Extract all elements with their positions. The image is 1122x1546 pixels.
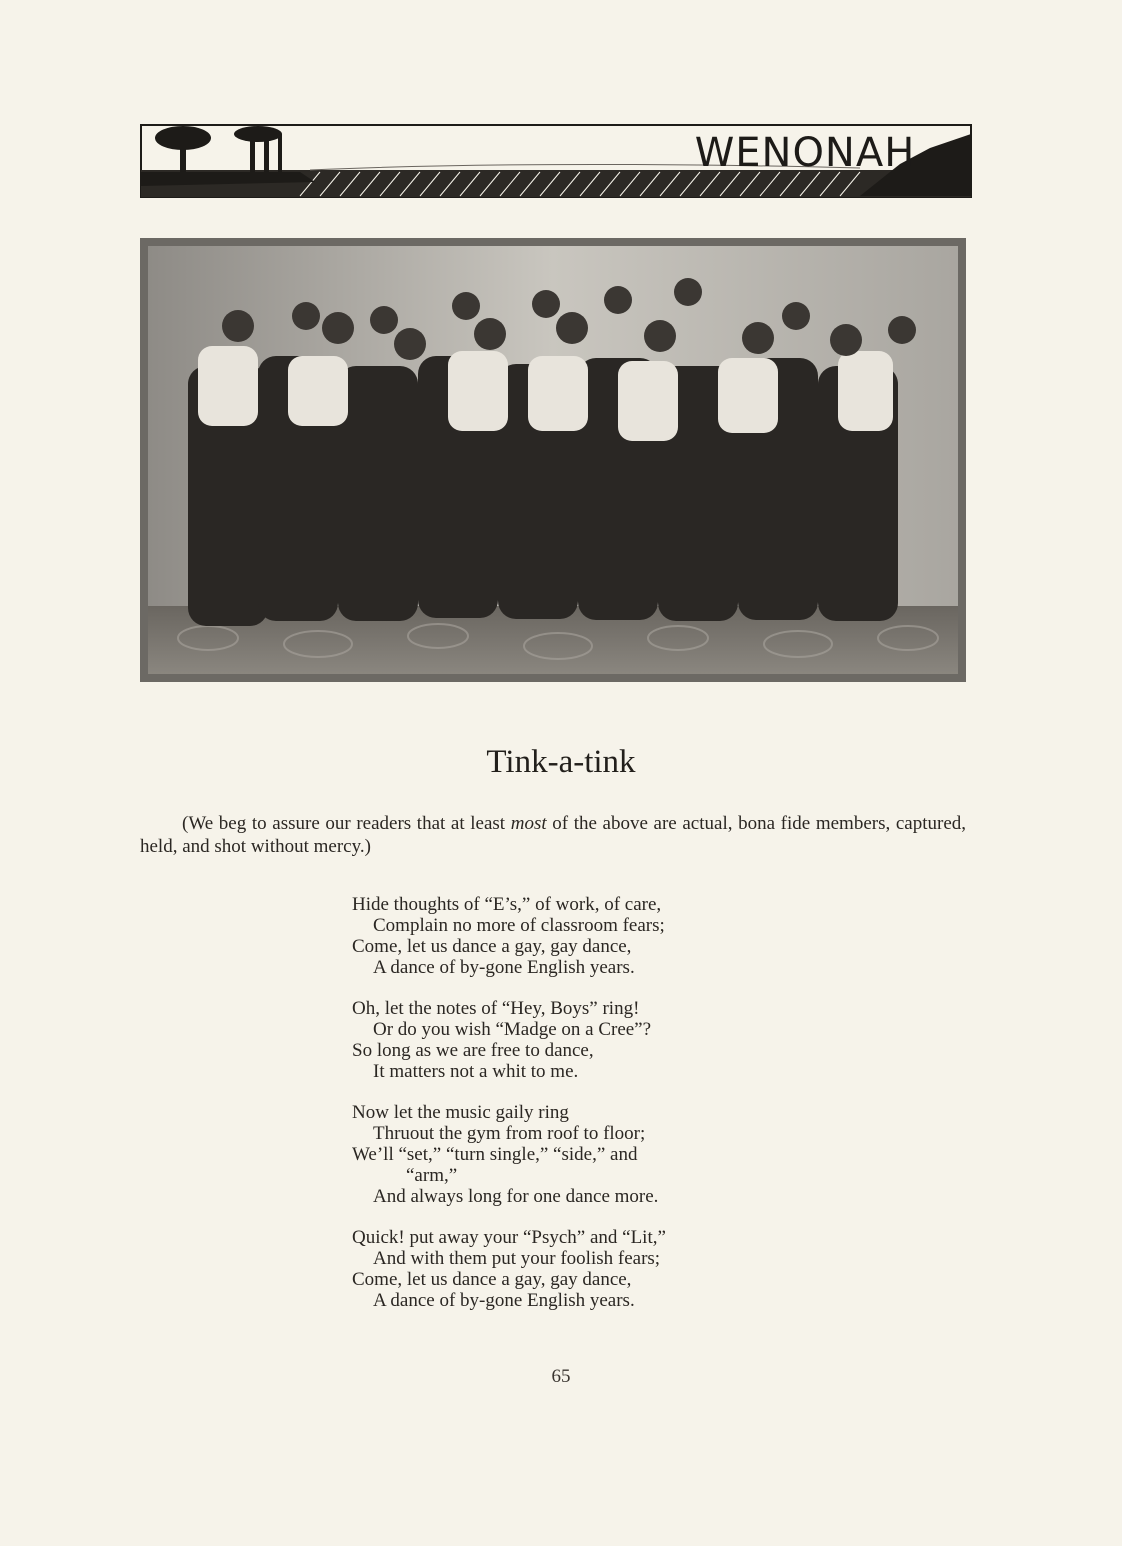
header-banner xyxy=(140,124,972,198)
poem-line: Come, let us dance a gay, gay dance, xyxy=(352,936,632,957)
poem-stanza-1 xyxy=(352,894,772,978)
banner-title: WENONAH xyxy=(694,130,916,176)
poem xyxy=(352,894,772,1331)
poem-stanza-4 xyxy=(352,1227,772,1311)
intro-text-before: (We beg to assure our readers that at least xyxy=(182,813,511,834)
poem-line: It matters not a whit to me. xyxy=(373,1061,579,1082)
intro-text-after: of the above are actual, bona fide members, captured, held, and shot without mercy.) xyxy=(140,813,967,857)
article-title: Tink-a-tink xyxy=(486,744,636,780)
intro-emphasis: most xyxy=(510,813,547,834)
poem-line: We’ll “set,” “turn single,” “side,” and xyxy=(352,1144,638,1165)
poem-line: And always long for one dance more. xyxy=(373,1186,659,1207)
poem-line: Hide thoughts of “E’s,” of work, of care, xyxy=(352,894,662,915)
intro-paragraph xyxy=(140,812,966,858)
poem-line: Oh, let the notes of “Hey, Boys” ring! xyxy=(352,998,640,1019)
poem-stanza-3 xyxy=(352,1102,772,1207)
poem-line: Come, let us dance a gay, gay dance, xyxy=(352,1269,632,1290)
poem-line: Thruout the gym from roof to floor; xyxy=(373,1123,646,1144)
poem-line: And with them put your foolish fears; xyxy=(373,1248,661,1269)
poem-line: Complain no more of classroom fears; xyxy=(373,915,665,936)
poem-line: A dance of by-gone English years. xyxy=(373,957,635,978)
page-number: 65 xyxy=(551,1366,571,1387)
poem-line: Now let the music gaily ring xyxy=(352,1102,569,1123)
poem-line: “arm,” xyxy=(406,1165,458,1186)
poem-line: Or do you wish “Madge on a Cree”? xyxy=(373,1019,652,1040)
poem-line: Quick! put away your “Psych” and “Lit,” xyxy=(352,1227,666,1248)
poem-line: So long as we are free to dance, xyxy=(352,1040,594,1061)
dancers-photo-illustration xyxy=(148,246,958,674)
poem-line: A dance of by-gone English years. xyxy=(373,1290,635,1311)
poem-stanza-2 xyxy=(352,998,772,1082)
group-photograph xyxy=(140,238,966,682)
